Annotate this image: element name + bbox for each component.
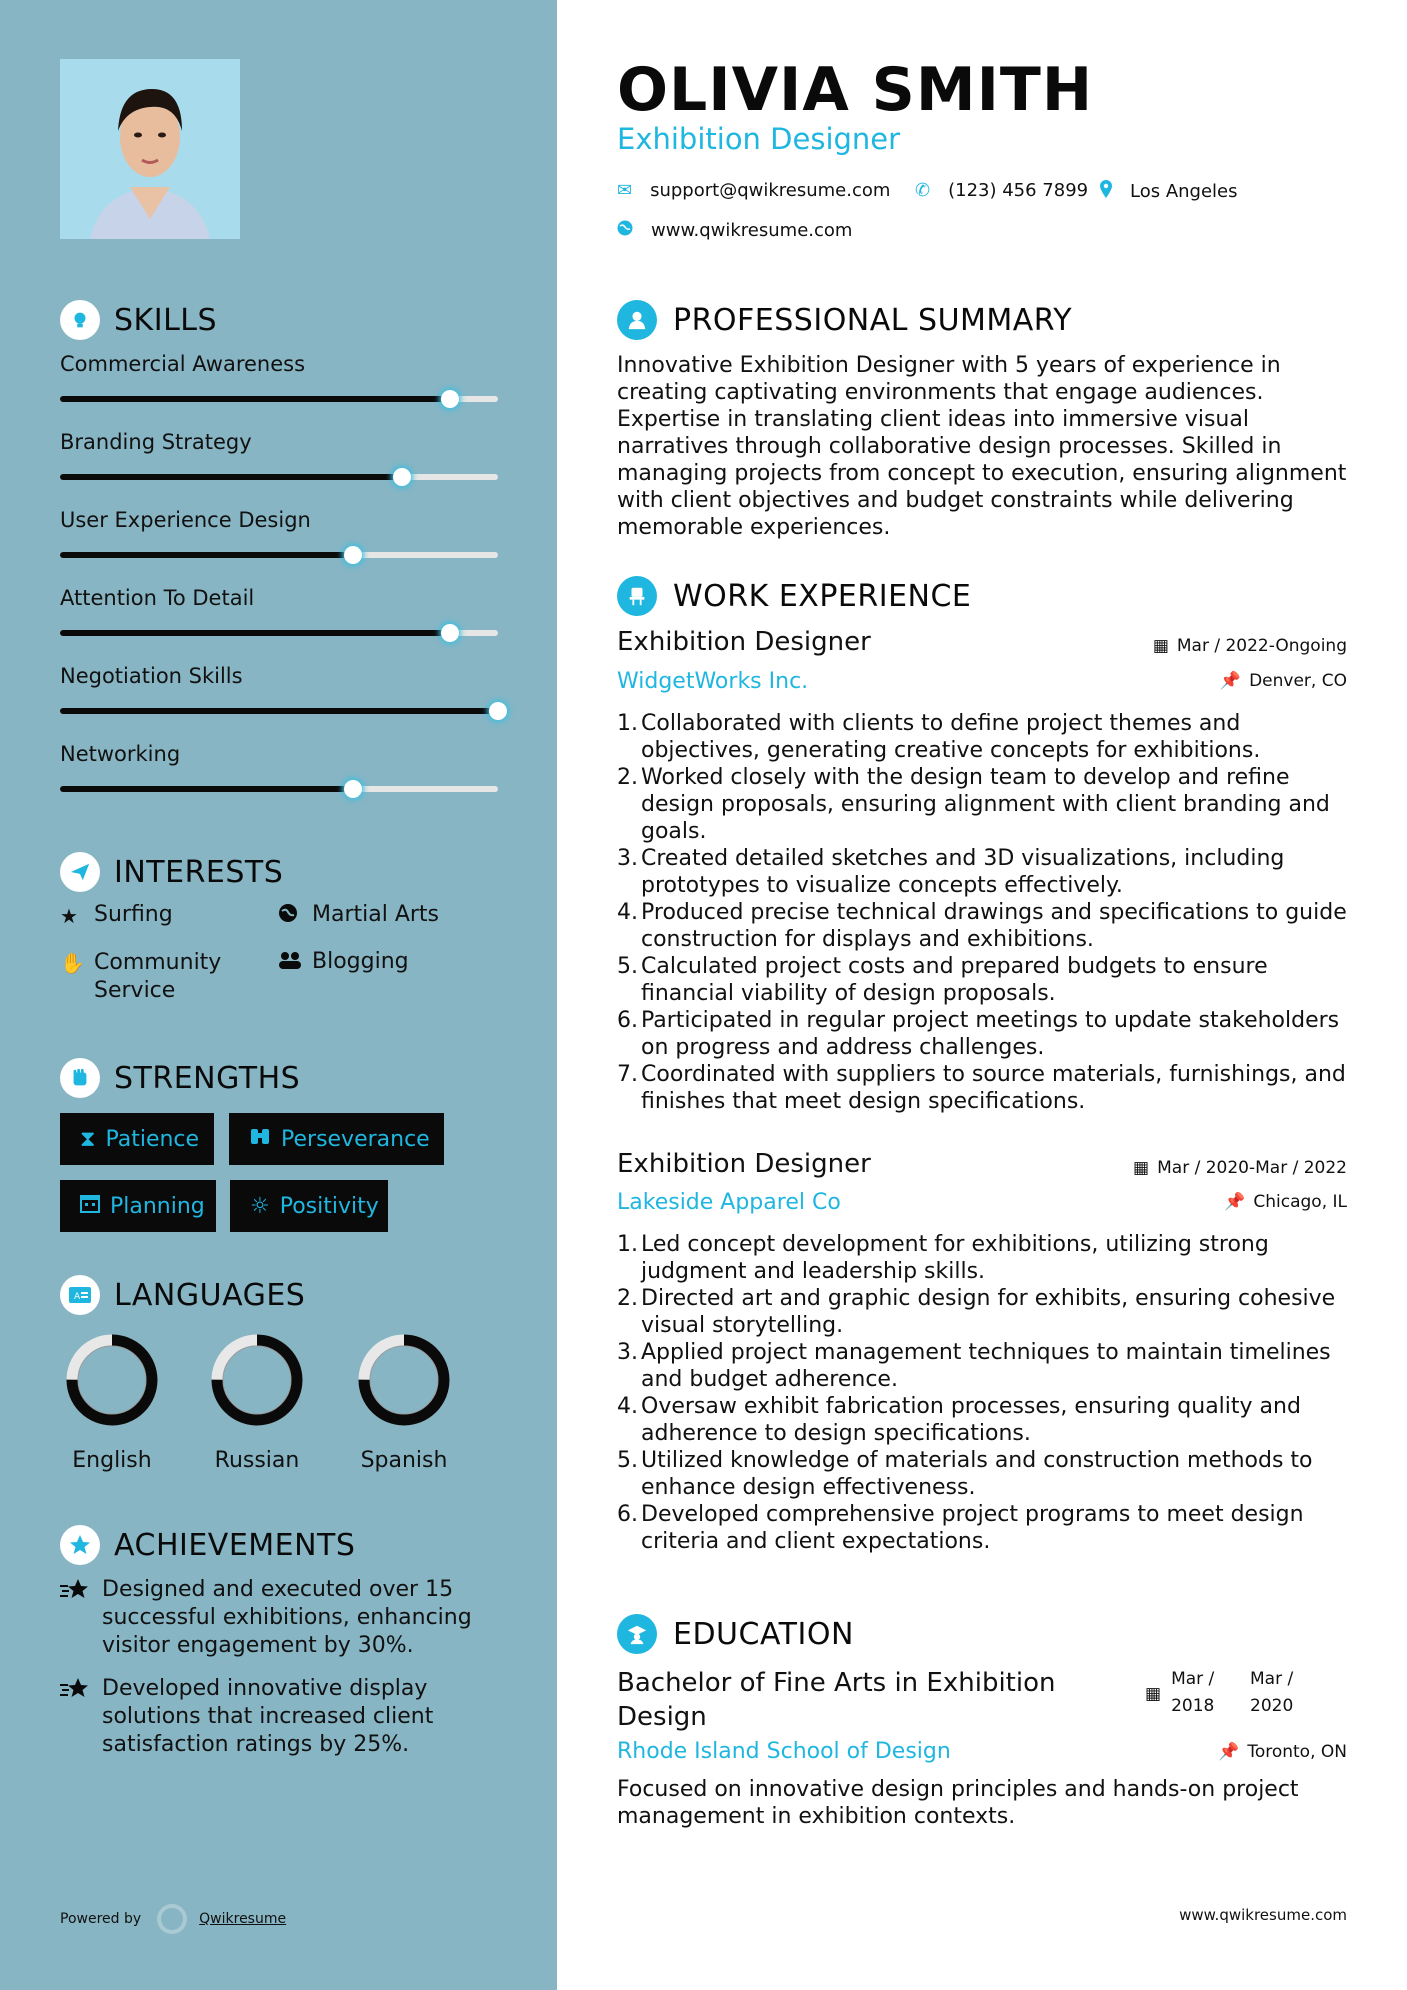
work-heading: WORK EXPERIENCE <box>617 576 971 616</box>
contact-email[interactable]: ✉ support@qwikresume.com <box>617 180 891 201</box>
job-bullet <box>617 1007 1357 1061</box>
envelope-icon: ✉ <box>617 180 633 201</box>
skill-item <box>60 664 500 688</box>
contact-website[interactable]: www.qwikresume.com <box>617 220 852 241</box>
skill-item <box>60 586 500 610</box>
skill-label: Networking <box>60 742 181 766</box>
bullet-number: 3. <box>617 1340 638 1365</box>
education-start: ▦ Mar / 2018 <box>1145 1666 1231 1722</box>
summary-heading: PROFESSIONAL SUMMARY <box>617 300 1072 340</box>
job-bullet <box>617 1393 1357 1447</box>
language-label: English <box>72 1448 152 1473</box>
job-title: Exhibition Designer <box>617 627 871 657</box>
sun-icon: ☼ <box>250 1193 270 1219</box>
bullet-text: Coordinated with suppliers to source materials, furnishings, and finishes that meet design specifications. <box>641 1062 1346 1114</box>
bullet-text: Directed art and graphic design for exhibits, ensuring cohesive visual storytelling. <box>641 1286 1336 1338</box>
bullet-text: Utilized knowledge of materials and construction methods to enhance design effectiveness. <box>641 1448 1313 1500</box>
skill-label: Negotiation Skills <box>60 664 243 688</box>
skill-item <box>60 508 500 532</box>
bullet-text: Collaborated with clients to define project themes and objectives, generating creative concepts for exhibitions. <box>641 711 1261 763</box>
job-bullet <box>617 899 1357 953</box>
bullet-number: 2. <box>617 1286 638 1311</box>
language-donut <box>62 1330 162 1430</box>
skill-label: User Experience Design <box>60 508 311 532</box>
job-bullet <box>617 1447 1357 1501</box>
job-company: WidgetWorks Inc. <box>617 669 809 694</box>
pushpin-icon: 📌 <box>1218 1742 1240 1762</box>
job-bullet <box>617 845 1357 899</box>
bullet-text: Worked closely with the design team to develop and refine design proposals, ensuring alignment with client branding and goals. <box>641 765 1330 844</box>
language-item <box>344 1330 464 1473</box>
strength-badge: ☼ Positivity <box>230 1180 388 1232</box>
bullet-number: 6. <box>617 1502 638 1527</box>
job-bullet <box>617 1285 1357 1339</box>
job-bullets <box>617 1231 1357 1555</box>
bullet-number: 7. <box>617 1062 638 1087</box>
bullet-number: 4. <box>617 1394 638 1419</box>
graduate-icon <box>617 1614 657 1654</box>
skill-bar-knob <box>489 702 507 720</box>
contact-phone[interactable]: ✆ (123) 456 7899 <box>915 180 1089 201</box>
job-title: Exhibition Designer <box>617 1149 871 1179</box>
hand-icon: ✋ <box>60 951 85 975</box>
skills-heading: SKILLS <box>60 300 217 340</box>
star-icon: ★ <box>60 904 78 928</box>
qwikresume-logo-icon <box>157 1904 187 1934</box>
binoculars-icon <box>249 1126 271 1152</box>
users-icon <box>278 949 302 977</box>
skill-bar-fill <box>60 474 402 480</box>
bullet-number: 2. <box>617 765 638 790</box>
calendar-icon <box>80 1193 100 1219</box>
skill-item <box>60 430 500 454</box>
job-location: 📌 Chicago, IL <box>1224 1192 1347 1212</box>
education-heading: EDUCATION <box>617 1614 854 1654</box>
skill-bar <box>60 396 498 402</box>
education-degree: Bachelor of Fine Arts in Exhibition Design <box>617 1668 1056 1732</box>
map-pin-icon <box>1100 180 1112 203</box>
bullet-number: 3. <box>617 846 638 871</box>
summary-text: Innovative Exhibition Designer with 5 years of experience in creating captivating environments that engage audiences. Expertise in translating client ideas into immersive visual narratives through collaborative design processes. Skilled in managing projects from concept to execution, ensuring alignment with client objectives and budget constraints while delivering memorable experiences. <box>617 353 1347 540</box>
job-bullet <box>617 1339 1357 1393</box>
language-donut-inner <box>78 1346 146 1414</box>
strength-badge: Planning <box>60 1180 216 1232</box>
skill-label: Attention To Detail <box>60 586 255 610</box>
skill-bar <box>60 552 498 558</box>
bullet-text: Applied project management techniques to maintain timelines and budget adherence. <box>641 1340 1331 1392</box>
strength-badge: ⧗ Patience <box>60 1113 214 1165</box>
job-bullet <box>617 1061 1357 1115</box>
job-bullet <box>617 764 1357 845</box>
paper-plane-icon <box>60 852 100 892</box>
language-donut <box>207 1330 307 1430</box>
skill-bar-fill <box>60 786 353 792</box>
bullet-text: Calculated project costs and prepared budgets to ensure financial viability of design proposals. <box>641 954 1268 1006</box>
bullet-text: Participated in regular project meetings to update stakeholders on progress and address challenges. <box>641 1008 1340 1060</box>
bullet-text: Created detailed sketches and 3D visualizations, including prototypes to visualize concepts effectively. <box>641 846 1285 898</box>
skill-bar-knob <box>393 468 411 486</box>
skill-bar-fill <box>60 552 353 558</box>
bullet-number: 1. <box>617 1232 638 1257</box>
bullet-number: 4. <box>617 900 638 925</box>
calendar-icon: ▦ <box>1133 1158 1150 1178</box>
phone-icon: ✆ <box>915 180 931 201</box>
skill-bar <box>60 786 498 792</box>
job-bullet <box>617 1231 1357 1285</box>
achievement-item: Designed and executed over 15 successful exhibitions, enhancing visitor engagement by 30%. <box>60 1576 500 1660</box>
language-donut <box>354 1330 454 1430</box>
language-donut-inner <box>370 1346 438 1414</box>
powered-by: Powered by Qwikresume <box>60 1904 286 1934</box>
interest-item: Blogging <box>278 949 409 977</box>
interest-item: ★ Surfing <box>60 902 173 928</box>
achievement-item: Developed innovative display solutions that increased client satisfaction ratings by 25%. <box>60 1675 500 1759</box>
achievements-heading: ACHIEVEMENTS <box>60 1525 355 1565</box>
hourglass-icon: ⧗ <box>80 1126 96 1152</box>
pushpin-icon: 📌 <box>1224 1192 1246 1212</box>
education-school: Rhode Island School of Design <box>617 1739 951 1764</box>
qwikresume-link[interactable]: Qwikresume <box>199 1911 287 1927</box>
candidate-name: OLIVIA SMITH <box>617 55 1094 125</box>
skill-bar <box>60 630 498 636</box>
calendar-icon: ▦ <box>1145 1684 1162 1704</box>
skill-bar-fill <box>60 396 450 402</box>
skill-bar <box>60 708 498 714</box>
candidate-role: Exhibition Designer <box>617 122 901 156</box>
interests-heading: INTERESTS <box>60 852 283 892</box>
job-bullet <box>617 710 1357 764</box>
job-dates: ▦ Mar / 2020-Mar / 2022 <box>1133 1158 1347 1178</box>
bullet-number: 6. <box>617 1008 638 1033</box>
calendar-icon: ▦ <box>1152 636 1169 656</box>
skill-label: Commercial Awareness <box>60 352 306 376</box>
education-end: Mar / 2020 <box>1250 1669 1294 1716</box>
star-badge-icon <box>60 1525 100 1565</box>
shooting-star-icon <box>60 1675 92 1759</box>
profile-photo <box>60 59 240 239</box>
fist-icon <box>60 1058 100 1098</box>
skill-item <box>60 352 500 376</box>
job-company: Lakeside Apparel Co <box>617 1190 841 1215</box>
skill-bar <box>60 474 498 480</box>
job-bullet <box>617 953 1357 1007</box>
bullet-text: Led concept development for exhibitions, utilizing strong judgment and leadership skills. <box>641 1232 1269 1284</box>
education-location: 📌 Toronto, ON <box>1218 1742 1347 1762</box>
language-donut-inner <box>223 1346 291 1414</box>
skill-bar-fill <box>60 708 498 714</box>
footer-url[interactable]: www.qwikresume.com <box>1179 1906 1347 1924</box>
contact-location: Los Angeles <box>1100 180 1238 203</box>
job-location: 📌 Denver, CO <box>1219 671 1347 691</box>
bullet-number: 5. <box>617 1448 638 1473</box>
strength-badge: Perseverance <box>229 1113 444 1165</box>
language-card-icon <box>60 1275 100 1315</box>
strengths-heading: STRENGTHS <box>60 1058 300 1098</box>
pushpin-icon: 📌 <box>1219 671 1242 691</box>
languages-heading: A LANGUAGES <box>60 1275 305 1315</box>
chair-icon <box>617 576 657 616</box>
education-description: Focused on innovative design principles and hands-on project management in exhibition contexts. <box>617 1777 1299 1829</box>
interest-item: ✋ Community Service <box>60 950 222 1003</box>
globe-icon <box>278 902 302 930</box>
skill-bar-fill <box>60 630 450 636</box>
bullet-text: Developed comprehensive project programs to meet design criteria and client expectations. <box>641 1502 1304 1554</box>
bullet-number: 5. <box>617 954 638 979</box>
shooting-star-icon <box>60 1576 92 1660</box>
language-label: Russian <box>214 1448 300 1473</box>
language-item <box>197 1330 317 1473</box>
bullet-text: Produced precise technical drawings and specifications to guide construction for displays and exhibitions. <box>641 900 1347 952</box>
skill-bar-knob <box>441 624 459 642</box>
job-bullets <box>617 710 1357 1115</box>
bullet-number: 1. <box>617 711 638 736</box>
skill-label: Branding Strategy <box>60 430 252 454</box>
job-dates: ▦ Mar / 2022-Ongoing <box>1152 636 1347 656</box>
user-icon <box>617 300 657 340</box>
language-item <box>52 1330 172 1473</box>
job-bullet <box>617 1501 1357 1555</box>
language-label: Spanish <box>360 1448 448 1473</box>
bullet-text: Oversaw exhibit fabrication processes, ensuring quality and adherence to design specifications. <box>641 1394 1301 1446</box>
globe-icon <box>617 220 633 241</box>
skill-bar-knob <box>441 390 459 408</box>
svg-text:A: A <box>74 1292 81 1302</box>
skill-item <box>60 742 500 766</box>
interest-item: Martial Arts <box>278 902 439 930</box>
lightbulb-icon <box>60 300 100 340</box>
